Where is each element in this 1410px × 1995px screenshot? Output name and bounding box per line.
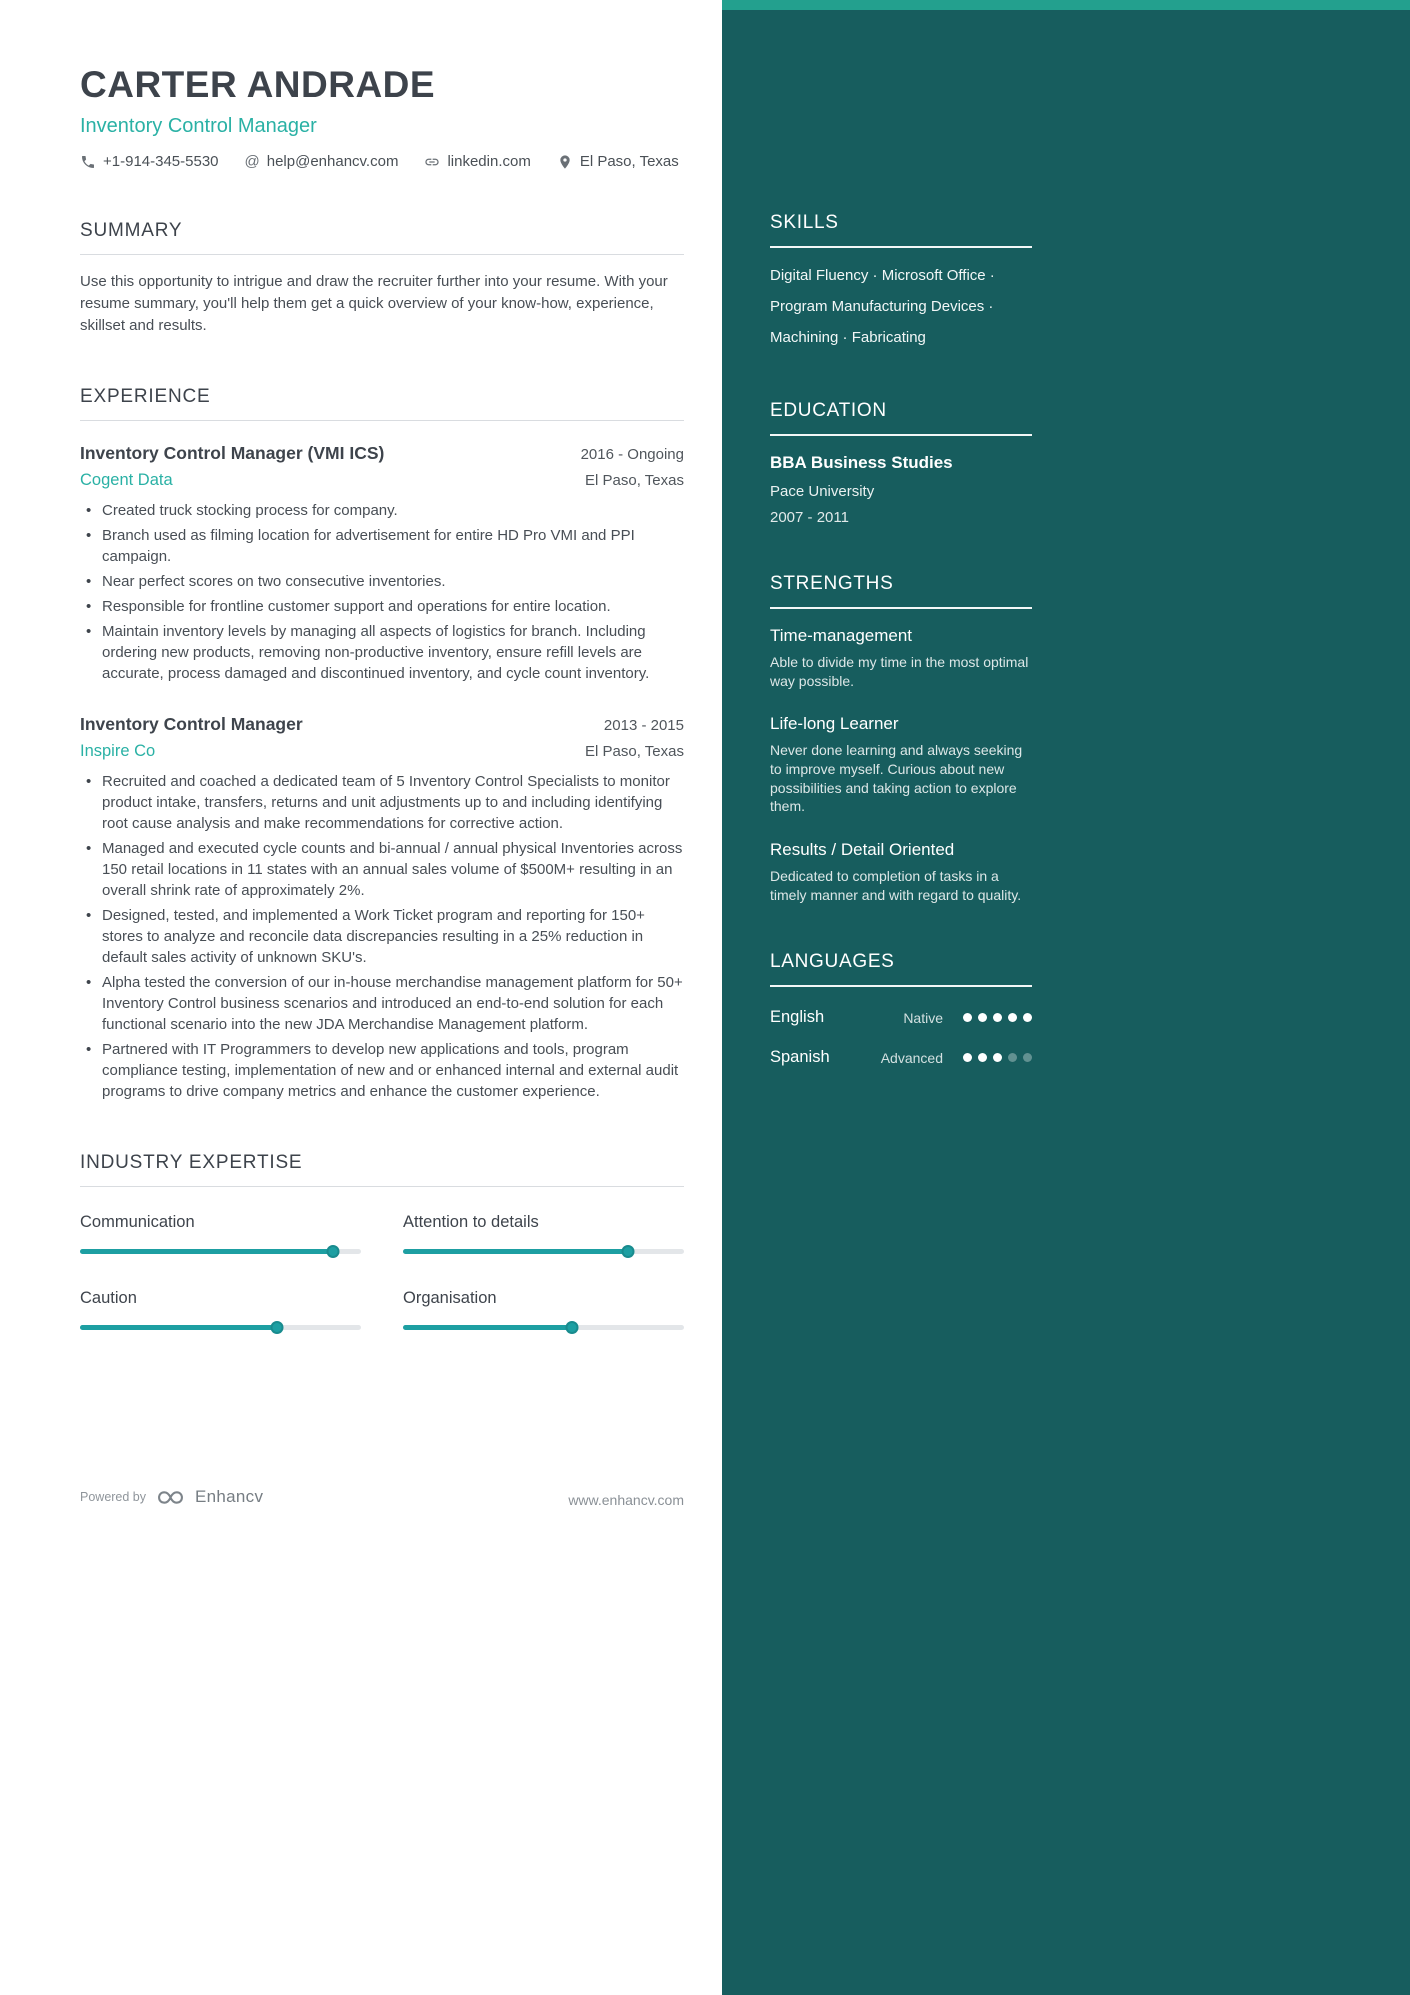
language-dot-filled [978, 1013, 987, 1022]
bullet-item: • Maintain inventory levels by managing all aspects of logistics for branch. Including ordering new products, removing non-productive inventory, ensure refill levels are accurate, process damaged and discontinued inventory, and cycle count inventory. [80, 621, 684, 684]
bullet-item: • Responsible for frontline customer support and operations for entire location. [80, 596, 684, 617]
expertise-item [403, 1289, 684, 1335]
slider-fill [80, 1249, 333, 1254]
education-section [770, 400, 1032, 526]
strength-text: Able to divide my time in the most optimal way possible. [770, 654, 1029, 689]
language-dot-empty [1008, 1053, 1017, 1062]
skills-header: SKILLS [770, 212, 1032, 248]
expertise-label: Organisation [403, 1289, 497, 1308]
strengths-section [770, 573, 1032, 904]
language-level: Advanced [880, 1049, 943, 1066]
education-header: EDUCATION [770, 400, 1032, 436]
job-company: Inspire Co [80, 742, 156, 761]
job-title: Inventory Control Manager (VMI ICS) [80, 443, 385, 464]
bullet-item: • Designed, tested, and implemented a Work Ticket program and reporting for 150+ stores to analyze and reconcile data discrepancies resulting in a 25% reduction in default sales activity of unknown SKU's. [80, 905, 684, 968]
experience-header: EXPERIENCE [80, 386, 684, 421]
bullet-item: • Managed and executed cycle counts and bi-annual / annual physical Inventories across 150 retail locations in 11 states with an annual sales volume of $500M+ resulting in an overall shrink rate of approximately 2%. [80, 838, 684, 901]
location-icon [557, 154, 573, 170]
expertise-label: Communication [80, 1213, 195, 1232]
language-proficiency-dots [963, 1053, 1032, 1062]
job-bullets [80, 500, 684, 684]
contact-phone [80, 153, 219, 170]
location-text: El Paso, Texas [579, 153, 679, 170]
strength-item [770, 626, 1032, 690]
language-row [770, 1008, 1032, 1027]
email-icon: @ [244, 153, 260, 170]
powered-by-label: Powered by [80, 1490, 147, 1504]
job-title: Inventory Control Manager [80, 714, 303, 735]
candidate-name: CARTER ANDRADE [80, 64, 436, 105]
slider-fill [403, 1325, 572, 1330]
language-dot-empty [1023, 1053, 1032, 1062]
phone-text: +1-914-345-5530 [103, 153, 219, 170]
language-dot-filled [993, 1013, 1002, 1022]
job-company: Cogent Data [80, 471, 173, 490]
bullet-item: • Recruited and coached a dedicated team of 5 Inventory Control Specialists to monitor product intake, transfers, returns and unit adjustments up to and including identifying root cause analysis and make recommendations for corrective action. [80, 771, 684, 834]
expertise-slider [80, 1320, 361, 1335]
language-level: Native [903, 1009, 943, 1026]
expertise-item [80, 1213, 361, 1259]
main-column [0, 0, 722, 1335]
slider-fill [403, 1249, 628, 1254]
candidate-title: Inventory Control Manager [80, 115, 317, 137]
strengths-header: STRENGTHS [770, 573, 1032, 609]
language-proficiency-dots [963, 1013, 1032, 1022]
language-row [770, 1048, 1032, 1067]
bullet-item: • Partnered with IT Programmers to develop new applications and tools, program compliance testing, implementation of new and or enhanced internal and external audit programs to drive company metrics and enhance the customer experience. [80, 1039, 684, 1102]
job-location: El Paso, Texas [585, 743, 684, 761]
languages-section [770, 951, 1032, 1067]
expertise-slider [403, 1320, 684, 1335]
education-dates: 2007 - 2011 [770, 509, 849, 527]
link-icon [424, 154, 440, 170]
strength-title: Results / Detail Oriented [770, 839, 955, 859]
language-dot-filled [1023, 1013, 1032, 1022]
bullet-item: • Created truck stocking process for company. [80, 500, 684, 521]
contact-row [80, 153, 684, 170]
bullet-item: • Branch used as filming location for advertisement for entire HD Pro VMI and PPI campaign. [80, 525, 684, 567]
strength-item [770, 840, 1032, 904]
footer-website[interactable]: www.enhancv.com [568, 1492, 684, 1508]
expertise-grid [80, 1213, 684, 1335]
language-dot-filled [978, 1053, 987, 1062]
enhancv-wordmark: Enhancv [195, 1487, 264, 1506]
slider-knob [326, 1245, 339, 1258]
summary-section [80, 220, 684, 336]
linkedin-text: linkedin.com [447, 153, 531, 170]
strength-title: Life-long Learner [770, 714, 899, 734]
expertise-item [80, 1289, 361, 1335]
contact-email[interactable] [245, 153, 399, 170]
job-entry [80, 443, 684, 684]
slider-knob [621, 1245, 634, 1258]
industry-expertise-header: INDUSTRY EXPERTISE [80, 1152, 684, 1187]
expertise-slider [403, 1244, 684, 1259]
sidebar [722, 0, 1410, 1995]
slider-knob [565, 1321, 578, 1334]
expertise-label: Caution [80, 1289, 137, 1308]
skills-section [770, 212, 1032, 353]
language-name: Spanish [770, 1048, 830, 1067]
job-entry [80, 714, 684, 1102]
contact-linkedin[interactable] [424, 153, 530, 170]
language-dot-filled [963, 1053, 972, 1062]
summary-text: Use this opportunity to intrigue and draw the recruiter further into your resume. With your resume summary, you'll help them get a quick overview of your know-how, experience, skillset and results. [80, 273, 668, 334]
email-text: help@enhancv.com [266, 153, 399, 170]
education-degree: BBA Business Studies [770, 453, 953, 473]
language-dot-filled [963, 1013, 972, 1022]
expertise-slider [80, 1244, 361, 1259]
language-dot-filled [993, 1053, 1002, 1062]
strength-title: Time-management [770, 626, 913, 646]
experience-section [80, 386, 684, 1102]
summary-header: SUMMARY [80, 220, 684, 255]
job-bullets [80, 771, 684, 1102]
strength-text: Dedicated to completion of tasks in a timely manner and with regard to quality. [770, 867, 1022, 903]
language-dot-filled [1008, 1013, 1017, 1022]
languages-header: LANGUAGES [770, 951, 1032, 987]
bullet-item: • Alpha tested the conversion of our in-house merchandise management platform for 50+ Inventory Control business scenarios and introduced an end-to-end solution for each functional scenario into the new JDA Merchandise Management platform. [80, 972, 684, 1035]
sidebar-accent-bar [722, 0, 1410, 10]
education-school: Pace University [770, 483, 875, 501]
language-name: English [770, 1008, 825, 1027]
slider-knob [270, 1321, 283, 1334]
expertise-item [403, 1213, 684, 1259]
job-dates: 2016 - Ongoing [580, 446, 684, 464]
expertise-label: Attention to details [403, 1213, 539, 1232]
skills-list: Digital Fluency · Microsoft Office · Program Manufacturing Devices · Machining · Fabricating [770, 267, 995, 346]
enhancv-logo-icon [157, 1490, 184, 1505]
strength-text: Never done learning and always seeking to improve myself. Curious about new possibilities and taking action to explore them. [770, 742, 1023, 815]
job-dates: 2013 - 2015 [603, 717, 684, 735]
contact-location [557, 153, 679, 170]
bullet-item: • Near perfect scores on two consecutive inventories. [80, 571, 684, 592]
strength-item [770, 714, 1032, 815]
job-location: El Paso, Texas [585, 472, 684, 490]
footer-branding [80, 1487, 263, 1507]
slider-fill [80, 1325, 277, 1330]
industry-expertise-section [80, 1152, 684, 1335]
phone-icon [80, 154, 96, 170]
